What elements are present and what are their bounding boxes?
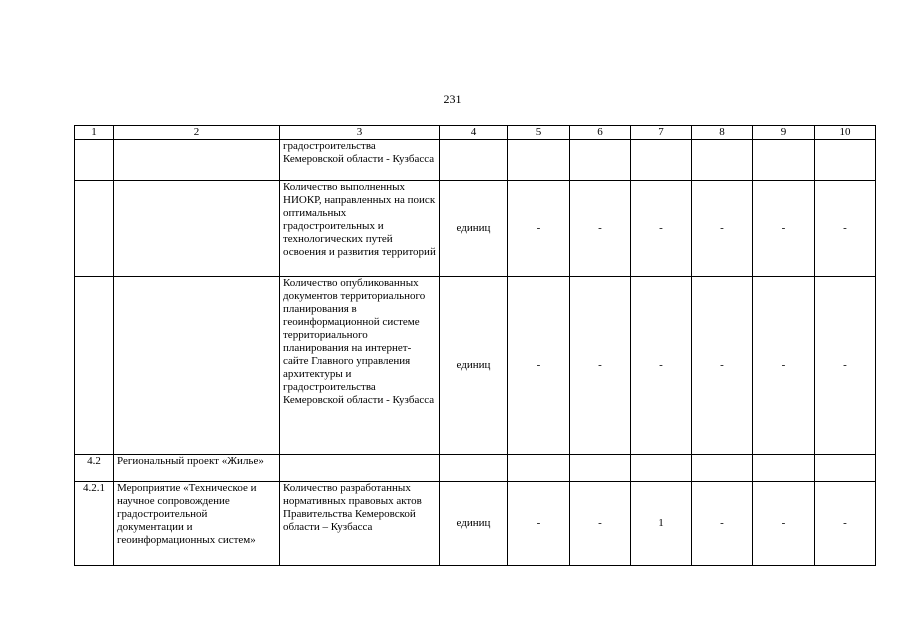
value-cell: - [692,482,753,566]
value-cell [508,455,570,482]
value-cell: - [815,181,876,277]
table-row [75,140,876,181]
column-header: 4 [440,126,508,140]
row-number-cell: 4.2 [75,455,114,482]
column-header: 7 [631,126,692,140]
table-row [75,482,876,566]
value-cell: - [815,482,876,566]
activity-name-cell: Мероприятие «Техническое и научное сопровождение градостроительной документации и геоинформационных систем» [114,482,280,566]
value-cell: - [570,181,631,277]
value-cell [570,140,631,181]
table-row [75,277,876,455]
value-cell: - [570,277,631,455]
value-cell: - [631,181,692,277]
value-cell [815,140,876,181]
indicator-cell: Количество опубликованных документов территориального планирования в геоинформационной системе территориального планирования на интернет-сайте Главного управления архитектуры и градостроительства Кемеровской области - Кузбасса [280,277,440,455]
column-header: 8 [692,126,753,140]
activity-name-cell: Региональный проект «Жилье» [114,455,280,482]
column-header: 1 [75,126,114,140]
column-header: 9 [753,126,815,140]
value-cell [508,140,570,181]
value-cell [753,140,815,181]
value-cell [753,455,815,482]
value-cell: - [570,482,631,566]
value-cell: - [753,277,815,455]
unit-cell: единиц [440,482,508,566]
indicator-cell: Количество выполненных НИОКР, направленных на поиск оптимальных градостроительных и технологических путей освоения и развития территорий [280,181,440,277]
unit-cell: единиц [440,181,508,277]
value-cell [815,455,876,482]
unit-cell: единиц [440,277,508,455]
table-row [75,181,876,277]
value-cell: - [753,181,815,277]
value-cell: - [692,277,753,455]
value-cell: - [692,181,753,277]
column-header: 3 [280,126,440,140]
value-cell [692,140,753,181]
column-header: 2 [114,126,280,140]
table-row [75,455,876,482]
row-number-cell [75,181,114,277]
row-number-cell: 4.2.1 [75,482,114,566]
value-cell [631,455,692,482]
activity-name-cell [114,140,280,181]
value-cell: - [508,277,570,455]
value-cell: - [753,482,815,566]
column-header: 5 [508,126,570,140]
value-cell: - [815,277,876,455]
value-cell: 1 [631,482,692,566]
column-header: 6 [570,126,631,140]
activity-name-cell [114,181,280,277]
unit-cell [440,455,508,482]
page-number: 231 [443,92,462,106]
row-number-cell [75,140,114,181]
column-number-header-row [75,126,876,140]
indicator-cell [280,455,440,482]
indicator-cell: Количество разработанных нормативных правовых актов Правительства Кемеровской области – Кузбасса [280,482,440,566]
value-cell [570,455,631,482]
row-number-cell [75,277,114,455]
value-cell: - [508,482,570,566]
value-cell: - [631,277,692,455]
value-cell [692,455,753,482]
unit-cell [440,140,508,181]
activity-name-cell [114,277,280,455]
value-cell [631,140,692,181]
column-header: 10 [815,126,876,140]
value-cell: - [508,181,570,277]
indicator-cell: градостроительства Кемеровской области - Кузбасса [280,140,440,181]
indicators-table [74,125,876,566]
